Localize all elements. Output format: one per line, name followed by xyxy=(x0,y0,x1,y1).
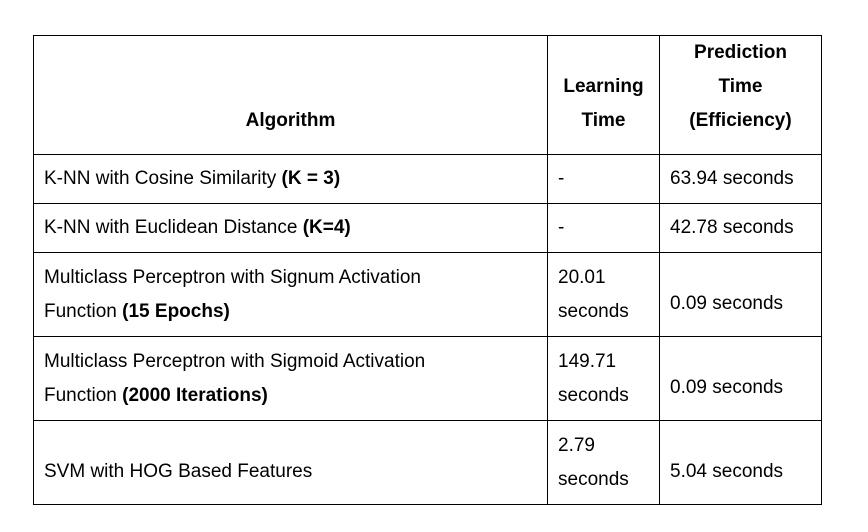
learning-time-line2: seconds xyxy=(558,300,629,322)
header-learning-time xyxy=(548,36,660,155)
algorithm-param: (15 Epochs) xyxy=(122,300,230,322)
algorithm-comparison-table xyxy=(33,35,822,505)
learning-time-cell xyxy=(548,204,660,253)
learning-time-cell xyxy=(548,421,660,505)
header-prediction-time xyxy=(660,36,822,155)
prediction-time-value: 5.04 seconds xyxy=(670,461,784,482)
table-row xyxy=(34,155,822,204)
learning-time-line1: 149.71 xyxy=(558,350,617,372)
prediction-time-cell xyxy=(660,253,822,337)
header-algorithm xyxy=(34,36,548,155)
algorithm-cell xyxy=(34,253,548,337)
algorithm-line2: Function xyxy=(44,384,123,406)
learning-time-cell xyxy=(548,253,660,337)
algorithm-param: (K=4) xyxy=(302,217,351,238)
prediction-time-cell xyxy=(660,155,822,204)
learning-time-cell xyxy=(548,155,660,204)
learning-time-line1: 2.79 xyxy=(558,434,595,456)
table-row xyxy=(34,204,822,253)
algorithm-line1: Multiclass Perceptron with Sigmoid Activation xyxy=(44,350,426,372)
algorithm-cell xyxy=(34,337,548,421)
header-learning-line2: Time xyxy=(581,110,626,131)
prediction-time-value: 63.94 seconds xyxy=(670,168,794,189)
algorithm-param: (K = 3) xyxy=(281,168,341,189)
algorithm-text: SVM with HOG Based Features xyxy=(44,461,313,482)
header-prediction-line3: (Efficiency) xyxy=(689,110,792,131)
algorithm-line2-wrap xyxy=(44,295,537,329)
algorithm-line2: Function xyxy=(44,300,123,322)
learning-time-cell xyxy=(548,337,660,421)
algorithm-line1: Multiclass Perceptron with Signum Activation xyxy=(44,266,421,288)
table-row xyxy=(34,253,822,337)
algorithm-cell xyxy=(34,155,548,204)
prediction-time-value: 0.09 seconds xyxy=(670,377,784,398)
learning-time-line2: seconds xyxy=(558,384,629,406)
table-row xyxy=(34,421,822,505)
algorithm-cell xyxy=(34,421,548,505)
algorithm-line2-wrap xyxy=(44,379,537,413)
prediction-time-value: 0.09 seconds xyxy=(670,293,784,314)
header-row xyxy=(34,36,822,155)
learning-time-line2: seconds xyxy=(558,468,629,490)
prediction-time-cell xyxy=(660,421,822,505)
header-prediction-line2: Time xyxy=(718,76,763,97)
prediction-time-cell xyxy=(660,204,822,253)
header-algorithm-label: Algorithm xyxy=(245,110,336,131)
prediction-time-value: 42.78 seconds xyxy=(670,217,794,238)
learning-time-value: - xyxy=(558,168,565,189)
algorithm-param: (2000 Iterations) xyxy=(122,384,268,406)
prediction-time-cell xyxy=(660,337,822,421)
table-row xyxy=(34,337,822,421)
algorithm-text: K-NN with Euclidean Distance xyxy=(44,217,303,238)
learning-time-line1: 20.01 xyxy=(558,266,606,288)
algorithm-text: K-NN with Cosine Similarity xyxy=(44,168,282,189)
algorithm-cell xyxy=(34,204,548,253)
header-prediction-line1: Prediction xyxy=(694,42,787,63)
learning-time-value: - xyxy=(558,217,565,238)
header-learning-line1: Learning xyxy=(563,76,644,97)
